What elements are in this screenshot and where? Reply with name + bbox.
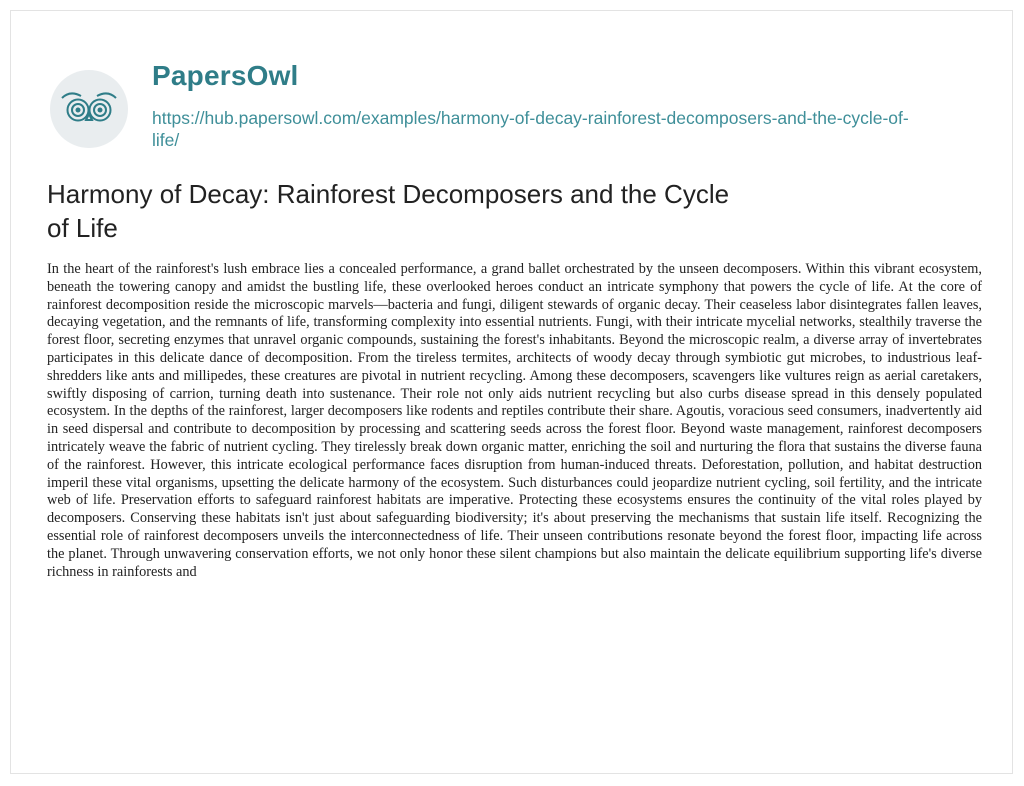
owl-eyes-icon (48, 68, 130, 150)
document-title: Harmony of Decay: Rainforest Decomposers and the Cycle of Life (47, 179, 730, 243)
brand-name[interactable]: PapersOwl (152, 60, 299, 91)
document-url-link[interactable]: https://hub.papersowl.com/examples/harmony-of-decay-rainforest-decomposers-and-the-cycle-of-life/ (152, 108, 909, 150)
document-body: In the heart of the rainforest's lush embrace lies a concealed performance, a grand ballet orchestrated by the unseen decomposers. Within this vibrant ecosystem, beneath the towering canopy and amidst the bustling life, these overlooked heroes conduct an intricate symphony that powers the cycle of life. At the core of rainforest decomposition reside the microscopic marvels—bacteria and fungi, diligent stewards of organic decay. Their ceaseless labor disintegrates fallen leaves, decaying vegetation, and the remnants of life, transforming complexity into essential nutrients. Fungi, with their intricate mycelial networks, stealthily traverse the forest floor, secreting enzymes that unravel organic compounds, sustaining the forest's inhabitants. Beyond the microscopic realm, a diverse array of invertebrates participates in this delicate dance of decomposition. From the tireless termites, architects of woody decay through symbiotic gut microbes, to industrious leaf-shredders like ants and millipedes, these creatures are pivotal in nutrient recycling. Among these decomposers, scavengers like vultures reign as aerial caretakers, swiftly disposing of carrion, turning death into sustenance. Their role not only aids nutrient recycling but also curbs disease spread in this densely populated ecosystem. In the depths of the rainforest, larger decomposers like rodents and reptiles contribute their share. Agoutis, voracious seed consumers, inadvertently aid in seed dispersal and contribute to decomposition by processing and scattering seeds across the forest floor. Beyond waste management, rainforest decomposers intricately weave the fabric of nutrient cycling. They tirelessly break down organic matter, enriching the soil and nurturing the flora that sustains the diverse fauna of the rainforest. However, this intricate ecological performance faces disruption from human-induced threats. Deforestation, pollution, and habitat destruction imperil these vital organisms, upsetting the delicate harmony of the ecosystem. Such disturbances could jeopardize nutrient cycling, soil fertility, and the intricate web of life. Preservation efforts to safeguard rainforest habitats are imperative. Protecting these ecosystems ensures the continuity of the vital roles played by decomposers. Conserving these habitats isn't just about safeguarding biodiversity; it's about preserving the mechanisms that sustain life itself. Recognizing the essential role of rainforest decomposers unveils the interconnectedness of life. Their unseen contributions resonate beyond the forest floor, impacting life across the planet. Through unwavering conservation efforts, we not only honor these silent champions but also maintain the delicate equilibrium supporting life's diverse richness in rainforests and (47, 261, 982, 580)
